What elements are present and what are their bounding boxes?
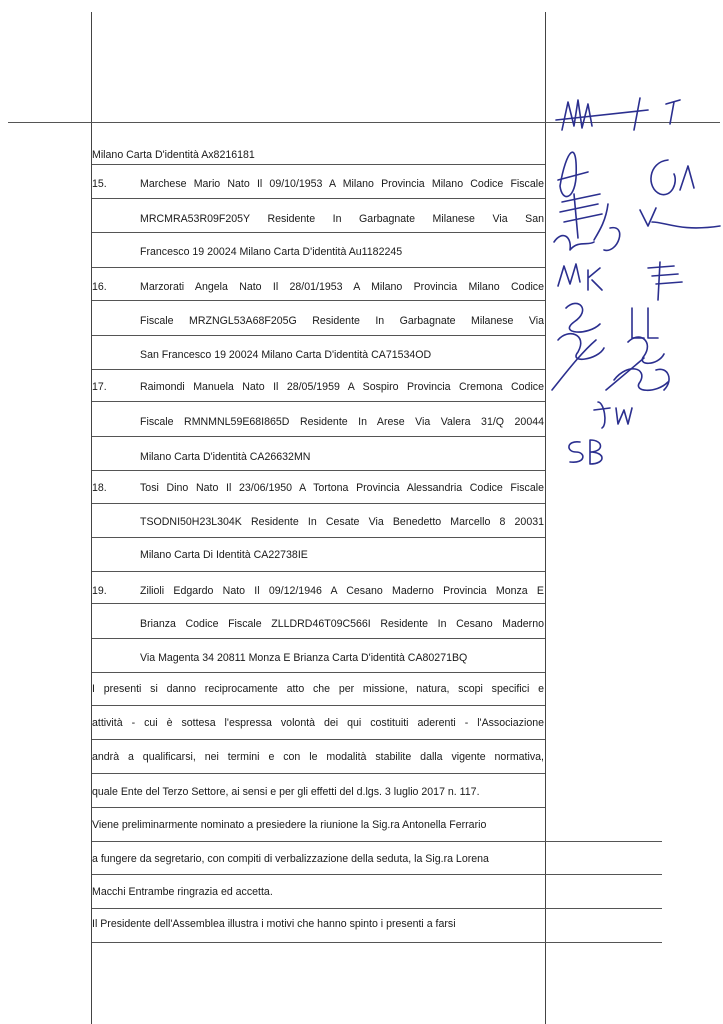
signature-2 — [558, 152, 694, 196]
ruled-line — [92, 335, 545, 336]
signature-6 — [552, 340, 669, 390]
signature-7 — [594, 402, 632, 428]
ruled-line — [92, 942, 662, 943]
ruled-line — [92, 300, 545, 301]
paragraph-line-1: I presenti si danno reciprocamente atto che per missione, natura, scopi specifici e — [92, 683, 544, 695]
entry-19-line-2: Brianza Codice Fiscale ZLLDRD46T09C566I Residente In Cesano Maderno — [140, 618, 544, 630]
ruled-line — [92, 603, 545, 604]
signature-3 — [554, 194, 720, 250]
ruled-line — [92, 841, 662, 842]
ruled-line — [92, 874, 662, 875]
ruled-line — [92, 638, 545, 639]
entry-18-line-1: 18. Tosi Dino Nato Il 23/06/1950 A Tortona Provincia Alessandria Codice Fiscale — [92, 482, 544, 494]
entry-18-number: 18. — [92, 482, 107, 494]
right-margin-line — [545, 12, 546, 1024]
ruled-line — [92, 436, 545, 437]
entry-15-line-2: MRCMRA53R09F205Y Residente In Garbagnate Milanese Via San — [140, 213, 544, 225]
ruled-line — [92, 470, 545, 471]
entry-16-line-1: 16. Marzorati Angela Nato Il 28/01/1953 A Milano Provincia Milano Codice — [92, 281, 544, 293]
ruled-line — [92, 401, 545, 402]
ruled-line — [92, 537, 545, 538]
entry-16-line-3: San Francesco 19 20024 Milano Carta D'identità CA71534OD — [140, 349, 432, 361]
ruled-line — [92, 369, 545, 370]
paragraph-line-2: attività - cui è sottesa l'espressa volontà dei qui costituiti aderenti - l'Associazione — [92, 717, 544, 729]
paragraph-line-3: andrà a qualificarsi, nei termini e con le modalità stabilite dalla vigente normativa, — [92, 751, 544, 763]
paragraph-line-8: Il Presidente dell'Assemblea illustra i motivi che hanno spinto i presenti a farsi — [92, 918, 456, 930]
ruled-line — [92, 503, 545, 504]
entry-18-line-3: Milano Carta Di Identità CA22738IE — [140, 549, 308, 561]
ruled-line — [92, 773, 545, 774]
entry-17-line-3: Milano Carta D'identità CA26632MN — [140, 451, 311, 463]
paragraph-line-4: quale Ente del Terzo Settore, ai sensi e per gli effetti del d.lgs. 3 luglio 2017 n. 117. — [92, 786, 480, 798]
ruled-line — [92, 807, 545, 808]
entry-17-number: 17. — [92, 381, 107, 393]
signature-4 — [558, 262, 682, 300]
entry-19-line-3: Via Magenta 34 20811 Monza E Brianza Carta D'identità CA80271BQ — [140, 652, 468, 664]
paragraph-line-6: a fungere da segretario, con compiti di verbalizzazione della seduta, la Sig.ra Lorena — [92, 853, 489, 865]
entry-continuation-line: Milano Carta D'identità Ax8216181 — [92, 149, 255, 161]
signature-1 — [556, 98, 680, 130]
paragraph-line-7: Macchi Entrambe ringrazia ed accetta. — [92, 886, 273, 898]
entry-19-line-1: 19. Zilioli Edgardo Nato Il 09/12/1946 A Cesano Maderno Provincia Monza E — [92, 585, 544, 597]
ruled-line — [92, 672, 545, 673]
entry-15-line-1: 15. Marchese Mario Nato Il 09/10/1953 A Milano Provincia Milano Codice Fiscale — [92, 178, 544, 190]
entry-18-line-2: TSODNI50H23L304K Residente In Cesate Via Benedetto Marcello 8 20031 — [140, 516, 544, 528]
entry-17-line-1: 17. Raimondi Manuela Nato Il 28/05/1959 A Sospiro Provincia Cremona Codice — [92, 381, 544, 393]
ruled-line — [92, 739, 545, 740]
ruled-line — [92, 705, 545, 706]
signatures-area — [548, 90, 723, 470]
signature-5 — [558, 303, 664, 363]
entry-19-number: 19. — [92, 585, 107, 597]
ruled-line — [92, 198, 545, 199]
ruled-line — [92, 232, 545, 233]
entry-15-line-3: Francesco 19 20024 Milano Carta D'identità Au1182245 — [140, 246, 403, 258]
entry-16-number: 16. — [92, 281, 107, 293]
entry-16-line-2: Fiscale MRZNGL53A68F205G Residente In Garbagnate Milanese Via — [140, 315, 544, 327]
ruled-line — [92, 908, 662, 909]
paragraph-line-5: Viene preliminarmente nominato a presiedere la riunione la Sig.ra Antonella Ferrario — [92, 819, 487, 831]
ruled-line — [92, 267, 545, 268]
entry-17-line-2: Fiscale RMNMNL59E68I865D Residente In Arese Via Valera 31/Q 20044 — [140, 416, 544, 428]
signature-8 — [569, 440, 602, 464]
entry-15-number: 15. — [92, 178, 107, 190]
ruled-line — [92, 571, 545, 572]
